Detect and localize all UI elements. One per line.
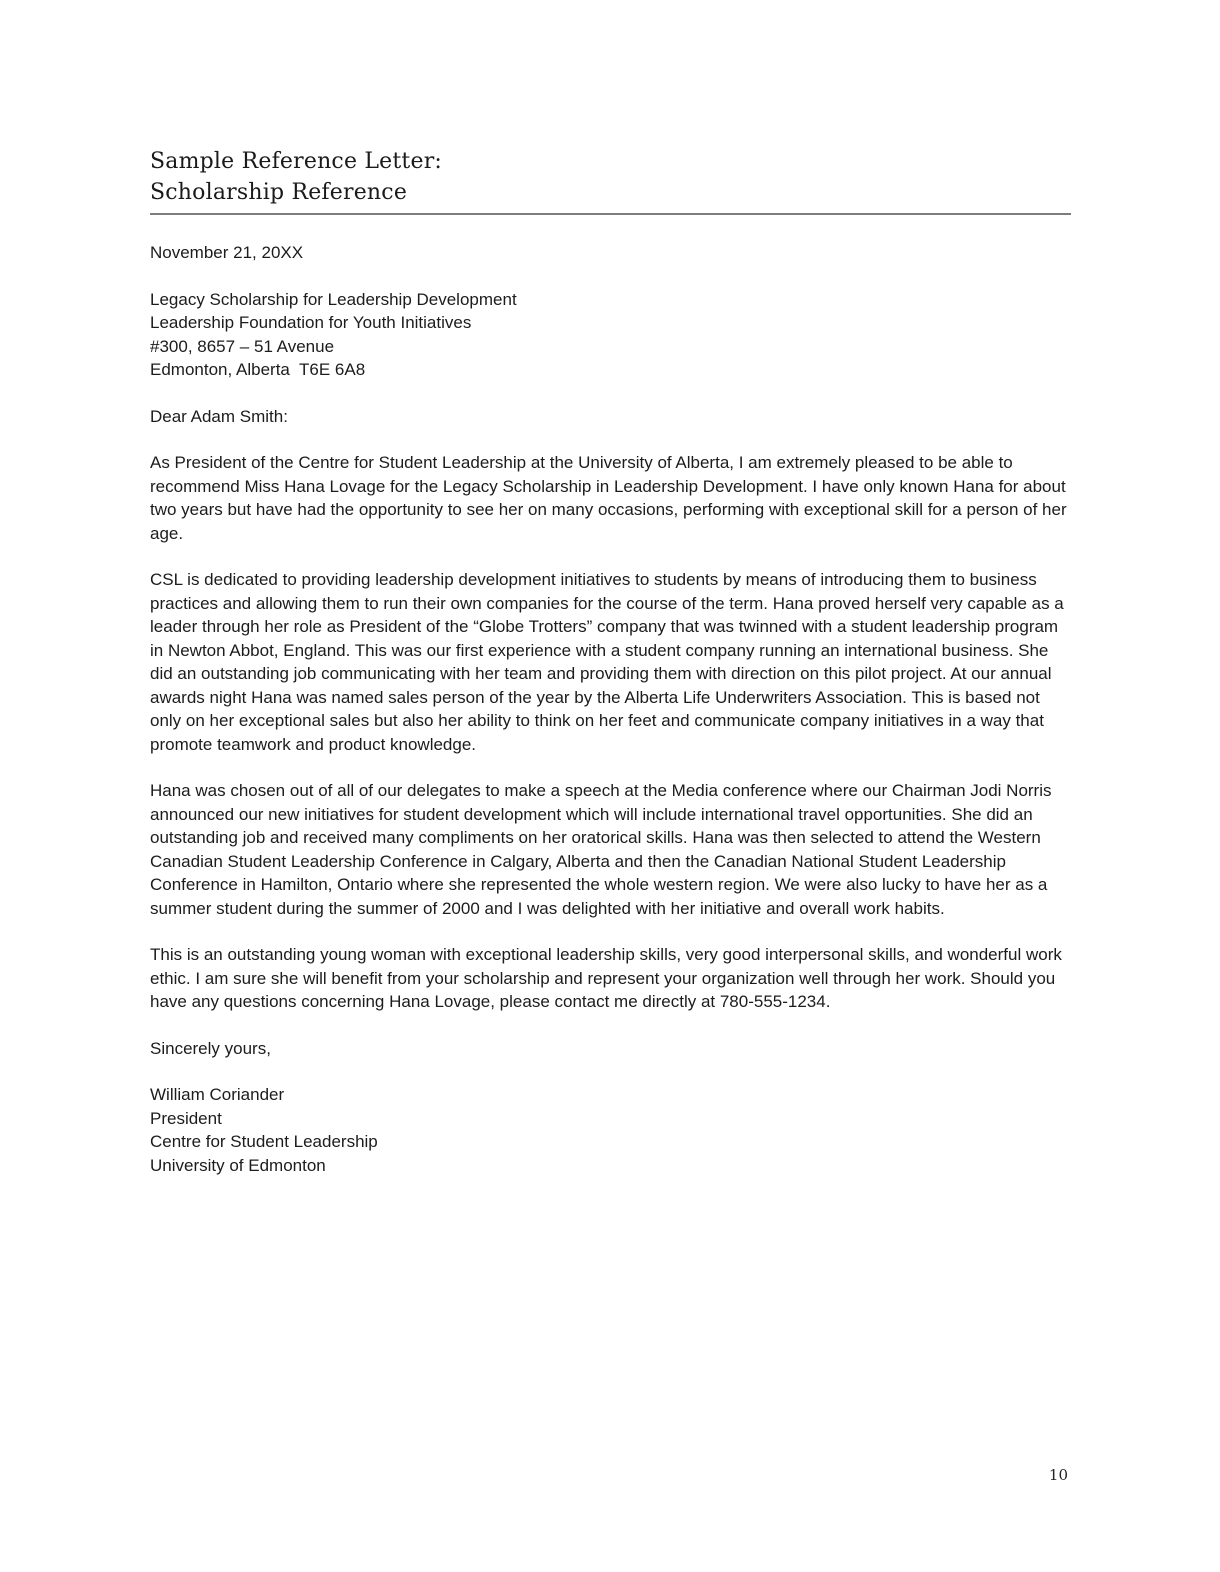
closing: Sincerely yours, bbox=[150, 1038, 271, 1058]
signature-line: President bbox=[150, 1108, 222, 1128]
signature-line: University of Edmonton bbox=[150, 1155, 326, 1175]
body-paragraph: As President of the Centre for Student Leadership at the University of Alberta, I am extremely pleased to be able to recommend Miss Hana Lovage for the Legacy Scholarship in Leadership Development. I have only known Hana for about two years but have had the opportunity to see her on many occasions, performing with exceptional skill for a person of her age. bbox=[150, 453, 1067, 543]
title-rule bbox=[150, 213, 1071, 215]
signature-line: William Coriander bbox=[150, 1085, 285, 1104]
title-line-2: Scholarship Reference bbox=[150, 180, 408, 205]
body-paragraph: This is an outstanding young woman with exceptional leadership skills, very good interpersonal skills, and wonderful work ethic. I am sure she will benefit from your scholarship and represent your organization well through her work. Should you have any questions concerning Hana Lovage, please contact me directly at 780-555-1234. bbox=[150, 945, 1062, 1011]
body-paragraph: CSL is dedicated to providing leadership development initiatives to students by means of introducing them to business practices and allowing them to run their own companies for the course of the term. Hana proved herself very capable as a leader through her role as President of the “Globe Trotters” company that was twinned with a student leadership program in Newton Abbot, England. This was our first experience with a student company running an international business. She did an outstanding job communicating with her team and providing them with direction on this pilot project. At our annual awards night Hana was named sales person of the year by the Alberta Life Underwriters Association. This is based not only on her exceptional sales but also her ability to think on her feet and communicate company initiatives in a way that promote teamwork and product knowledge. bbox=[150, 570, 1064, 754]
title-line-1: Sample Reference Letter: bbox=[150, 149, 443, 174]
address-line: Edmonton, Alberta T6E 6A8 bbox=[150, 360, 366, 379]
signature-line: Centre for Student Leadership bbox=[150, 1132, 378, 1151]
letter-content bbox=[150, 146, 1071, 1177]
salutation: Dear Adam Smith: bbox=[150, 406, 288, 426]
address-line: #300, 8657 – 51 Avenue bbox=[150, 336, 335, 356]
letter-date: November 21, 20XX bbox=[150, 243, 304, 262]
page-number: 10 bbox=[1048, 1466, 1068, 1484]
body-paragraph: Hana was chosen out of all of our delegates to make a speech at the Media conference where our Chairman Jodi Norris announced our new initiatives for student development which will include international travel opportunities. She did an outstanding job and received many compliments on her oratorical skills. Hana was then selected to attend the Western Canadian Student Leadership Conference in Calgary, Alberta and then the Canadian National Student Leadership Conference in Hamilton, Ontario where she represented the whole western region. We were also lucky to have her as a summer student during the summer of 2000 and I was delighted with her initiative and overall work habits. bbox=[150, 781, 1052, 918]
signature-block bbox=[150, 1083, 1071, 1177]
address-line: Legacy Scholarship for Leadership Development bbox=[150, 289, 517, 309]
letter-body bbox=[150, 241, 1071, 1177]
address-line: Leadership Foundation for Youth Initiatives bbox=[150, 313, 472, 332]
recipient-address bbox=[150, 288, 1071, 382]
document-title bbox=[150, 146, 1071, 215]
